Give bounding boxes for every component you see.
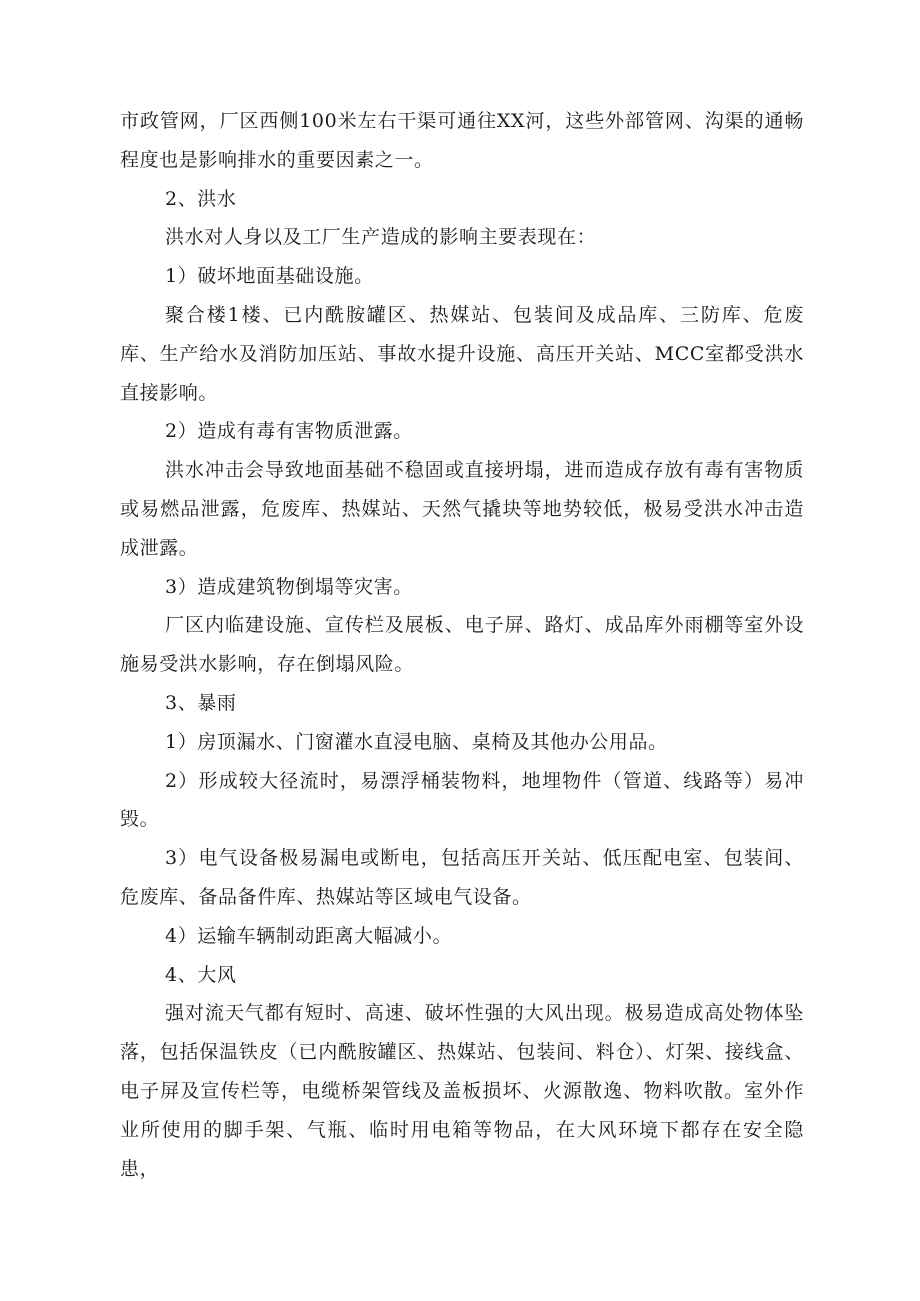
paragraph-affected-facilities: 聚合楼1楼、已内酰胺罐区、热媒站、包装间及成品库、三防库、危废库、生产给水及消防加压站、事故水提升设施、高压开关站、MCC室都受洪水直接影响。 [120,303,804,404]
list-item-roof-leak: 1）房顶漏水、门窗灌水直浸电脑、桌椅及其他办公用品。 [165,730,668,753]
paragraph-toxic-leak-detail: 洪水冲击会导致地面基础不稳固或直接坍塌，进而造成存放有毒有害物质或易燃品泄露，危废库、热媒站、天然气撬块等地势较低，极易受洪水冲击造成泄露。 [120,459,804,559]
section-heading-rainstorm: 3、暴雨 [165,691,237,714]
list-item-damage-infrastructure: 1）破坏地面基础设施。 [165,265,374,288]
list-item-electrical: 3）电气设备极易漏电或断电，包括高压开关站、低压配电室、包装间、危废库、备品备件库、热媒站等区域电气设备。 [120,847,804,908]
list-item-runoff: 2）形成较大径流时，易漂浮桶装物料，地埋物件（管道、线路等）易冲毁。 [120,769,804,831]
paragraph-flood-intro: 洪水对人身以及工厂生产造成的影响主要表现在： [165,226,597,249]
list-item-building-collapse: 3）造成建筑物倒塌等灾害。 [165,575,413,598]
list-item-toxic-leak: 2）造成有毒有害物质泄露。 [165,420,413,443]
section-heading-wind: 4、大风 [165,963,237,986]
document-body [120,102,804,1188]
list-item-vehicle-braking: 4）运输车辆制动距离大幅减小。 [165,924,453,947]
paragraph-continuation: 市政管网，厂区西侧100米左右干渠可通往XX河，这些外部管网、沟渠的通畅程度也是影响排水的重要因素之一。 [120,110,804,171]
paragraph-wind-detail: 强对流天气都有短时、高速、破坏性强的大风出现。极易造成高处物体坠落，包括保温铁皮（已内酰胺罐区、热媒站、包装间、料仓）、灯架、接线盒、电子屏及宣传栏等，电缆桥架管线及盖板损坏、火源散逸、物料吹散。室外作业所使用的脚手架、气瓶、临时用电箱等物品，在大风环境下都存在安全隐患， [120,1002,804,1180]
paragraph-collapse-detail: 厂区内临建设施、宣传栏及展板、电子屏、路灯、成品库外雨棚等室外设施易受洪水影响，存在倒塌风险。 [120,614,804,676]
section-heading-flood: 2、洪水 [165,187,237,210]
